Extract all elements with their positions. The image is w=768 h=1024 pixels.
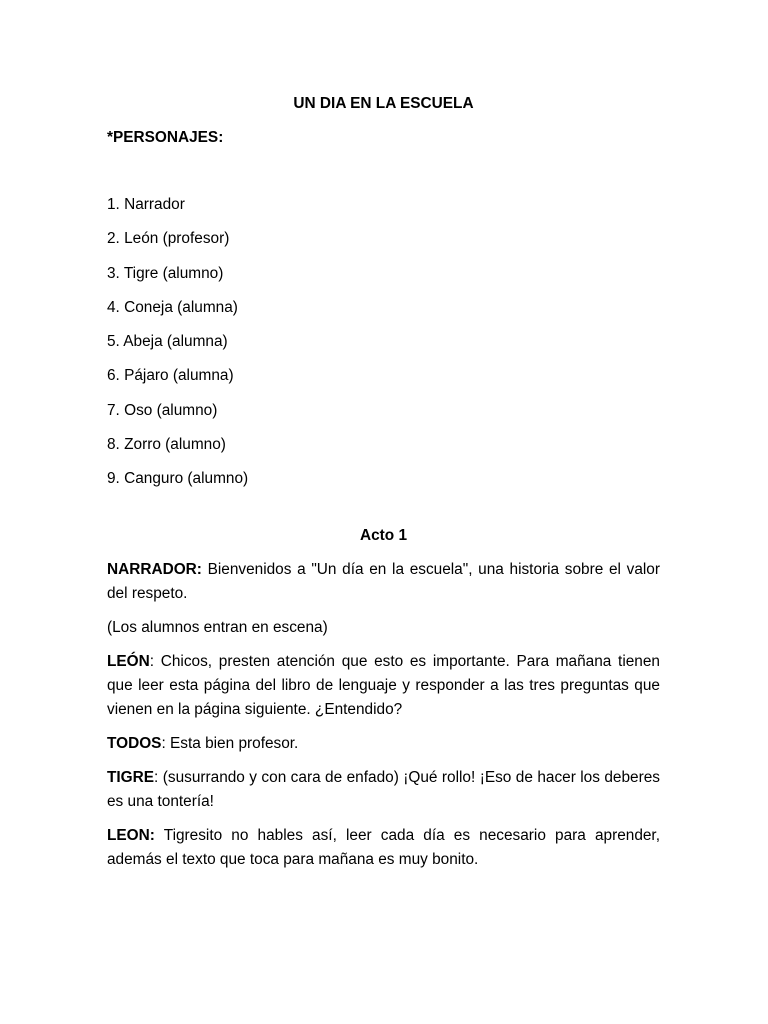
character-item: 7. Oso (alumno) (107, 401, 218, 419)
speaker-name: LEON: (107, 827, 155, 845)
character-item: 4. Coneja (alumna) (107, 298, 238, 316)
speaker-name: LEÓN (107, 653, 150, 671)
characters-heading: *PERSONAJES: (107, 129, 224, 146)
speaker-name: TODOS (107, 735, 162, 753)
speaker-name: NARRADOR: (107, 561, 202, 579)
script-line (107, 824, 660, 872)
dialogue-text: (Los alumnos entran en escena) (107, 619, 328, 637)
dialogue-text: Bienvenidos a "Un día en la escuela", una historia sobre el valor del respeto. (107, 561, 660, 603)
character-item: 9. Canguro (alumno) (107, 470, 249, 488)
script-line (107, 766, 660, 814)
act-title: Acto 1 (359, 527, 408, 545)
character-item: 2. León (profesor) (107, 230, 230, 248)
script-line (107, 650, 660, 722)
character-item: 3. Tigre (alumno) (107, 264, 224, 282)
dialogue-text: : (susurrando y con cara de enfado) ¡Qué rollo! ¡Eso de hacer los deberes es una tontería! (107, 769, 660, 811)
script-line (107, 558, 660, 606)
stage-direction (107, 616, 660, 640)
character-item: 6. Pájaro (alumna) (107, 367, 234, 385)
script-line (107, 732, 660, 756)
character-item: 5. Abeja (alumna) (107, 333, 228, 351)
dialogue-text: : Chicos, presten atención que esto es importante. Para mañana tienen que leer esta página del libro de lenguaje y responder a las tres preguntas que vienen en la página siguiente. ¿Entendido? (107, 653, 660, 719)
dialogue-text: : Esta bien profesor. (161, 735, 299, 753)
speaker-name: TIGRE (107, 769, 155, 787)
character-item: 1. Narrador (107, 196, 185, 213)
character-item: 8. Zorro (alumno) (107, 436, 226, 454)
document-body (107, 92, 660, 882)
dialogue-text: Tigresito no hables así, leer cada día es necesario para aprender, además el texto que toca para mañana es muy bonito. (107, 827, 660, 869)
characters-list (107, 193, 660, 491)
document-title: UN DIA EN LA ESCUELA (293, 95, 474, 112)
